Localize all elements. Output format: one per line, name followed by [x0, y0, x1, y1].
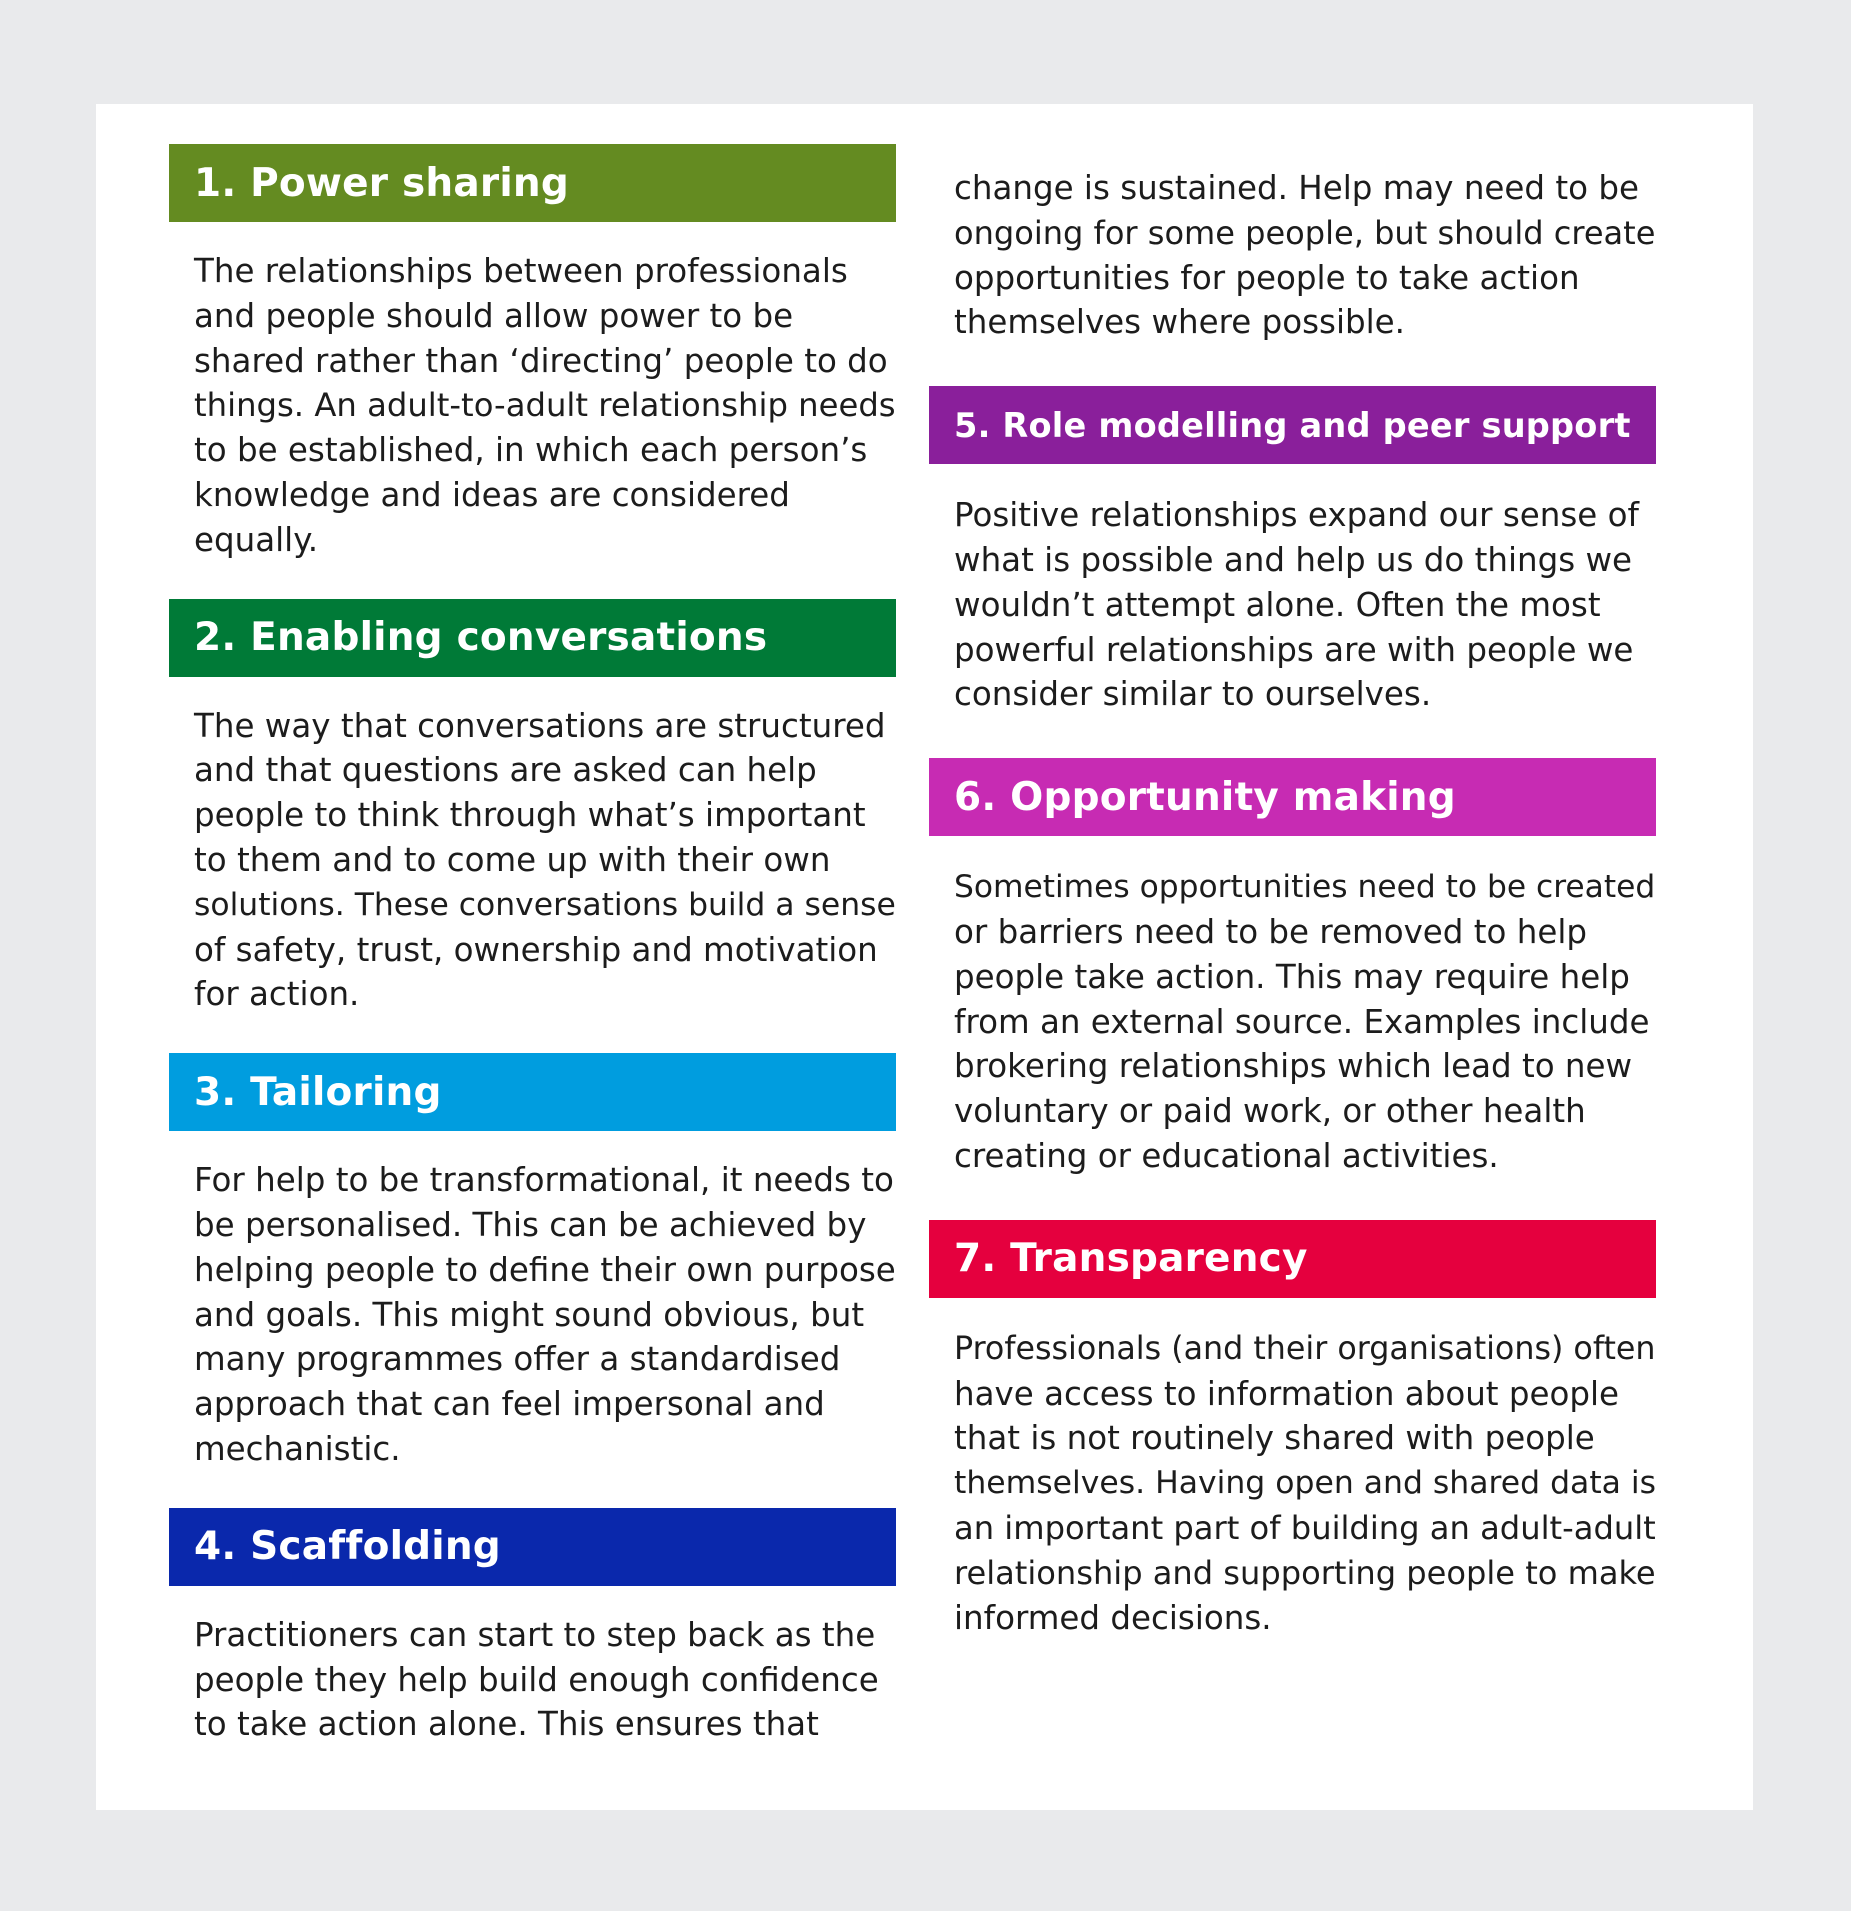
body-line: Positive relationships expand our sense of: [954, 496, 1639, 535]
section-enabling-conversations: [169, 599, 896, 1018]
section-body: [169, 704, 896, 1018]
body-line: helping people to define their own purpose: [194, 1250, 896, 1289]
section-body: [929, 493, 1656, 717]
body-line: opportunities for people to take action: [954, 258, 1580, 297]
body-line: and people should allow power to be: [194, 296, 794, 335]
body-line: The way that conversations are structured: [194, 706, 886, 745]
body-line: equally.: [194, 520, 319, 559]
section-role-modelling: [929, 386, 1656, 717]
body-line: ongoing for some people, but should create: [954, 213, 1656, 252]
body-line: informed decisions.: [954, 1598, 1272, 1637]
body-line: many programmes offer a standardised: [194, 1340, 841, 1379]
section-power-sharing: [169, 144, 896, 563]
body-line: brokering relationships which lead to new: [954, 1047, 1633, 1086]
body-line: and goals. This might sound obvious, but: [194, 1295, 865, 1334]
body-line: to be established, in which each person’s: [194, 431, 868, 470]
body-line: Professionals (and their organisations) often: [954, 1330, 1656, 1367]
body-line: approach that can feel impersonal and: [194, 1385, 825, 1424]
body-line: an important part of building an adult-adult: [954, 1508, 1656, 1547]
scaffolding-continuation: [929, 166, 1656, 345]
body-line: from an external source. Examples include: [954, 1002, 1650, 1041]
section-heading: 6. Opportunity making: [929, 758, 1656, 836]
body-line: themselves where possible.: [954, 303, 1405, 342]
section-scaffolding: [169, 1508, 896, 1747]
section-body: [929, 1327, 1656, 1641]
body-line: solutions. These conversations build a sense: [194, 886, 896, 923]
body-line: knowledge and ideas are considered: [194, 475, 790, 514]
body-line: relationship and supporting people to make: [954, 1553, 1656, 1592]
section-body: [929, 166, 1656, 345]
section-heading: 1. Power sharing: [169, 144, 896, 222]
section-opportunity-making: [929, 758, 1656, 1179]
body-line: Practitioners can start to step back as the: [194, 1615, 876, 1654]
section-body: [169, 249, 896, 563]
body-line: themselves. Having open and shared data is: [954, 1465, 1657, 1502]
body-line: wouldn’t attempt alone. Often the most: [954, 585, 1601, 624]
section-body: [169, 1613, 896, 1747]
right-column: [929, 166, 1656, 1640]
section-heading: 2. Enabling conversations: [169, 599, 896, 677]
body-line: to take action alone. This ensures that: [194, 1705, 819, 1744]
body-line: change is sustained. Help may need to be: [954, 169, 1639, 207]
body-line: voluntary or paid work, or other health: [954, 1092, 1586, 1131]
body-line: and that questions are asked can help: [194, 751, 817, 790]
section-body: [929, 865, 1656, 1179]
body-line: people they help build enough confidence: [194, 1660, 879, 1699]
body-line: mechanistic.: [194, 1429, 401, 1468]
body-line: things. An adult-to-adult relationship needs: [194, 386, 896, 425]
body-line: to them and to come up with their own: [194, 840, 831, 879]
content-card: [96, 104, 1753, 1810]
section-body: [169, 1158, 896, 1472]
body-line: for action.: [194, 975, 360, 1014]
body-line: consider similar to ourselves.: [954, 675, 1432, 714]
section-transparency: [929, 1220, 1656, 1641]
section-heading: 4. Scaffolding: [169, 1508, 896, 1586]
body-line: people to think through what’s important: [194, 796, 866, 835]
left-column: [169, 144, 896, 1747]
body-line: or barriers need to be removed to help: [954, 912, 1587, 951]
body-line: be personalised. This can be achieved by: [194, 1205, 867, 1244]
section-heading: 7. Transparency: [929, 1220, 1656, 1298]
body-line: have access to information about people: [954, 1374, 1620, 1413]
body-line: shared rather than ‘directing’ people to do: [194, 341, 888, 380]
body-line: For help to be transformational, it needs to: [194, 1161, 894, 1200]
body-line: Sometimes opportunities need to be created: [954, 869, 1656, 906]
body-line: powerful relationships are with people we: [954, 630, 1634, 669]
body-line: creating or educational activities.: [954, 1136, 1499, 1175]
section-tailoring: [169, 1053, 896, 1472]
body-line: what is possible and help us do things we: [954, 540, 1633, 579]
section-heading: 3. Tailoring: [169, 1053, 896, 1131]
section-heading: 5. Role modelling and peer support: [929, 386, 1656, 464]
body-line: that is not routinely shared with people: [954, 1419, 1595, 1458]
body-line: people take action. This may require help: [954, 957, 1630, 996]
body-line: of safety, trust, ownership and motivation: [194, 930, 878, 969]
body-line: The relationships between professionals: [194, 252, 848, 290]
